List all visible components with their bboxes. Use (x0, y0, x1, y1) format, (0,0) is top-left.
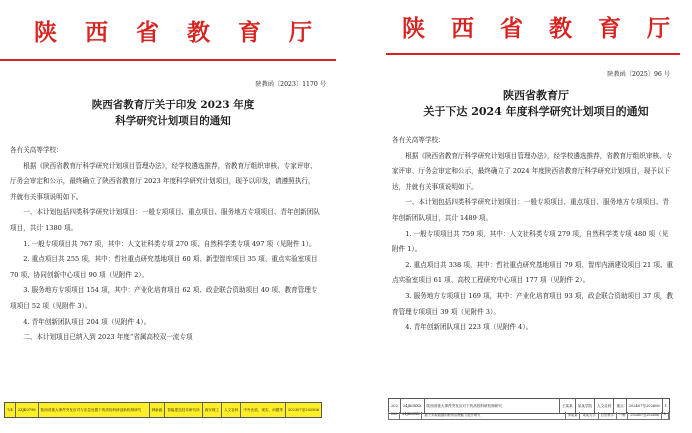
table-cell: 一般 (617, 412, 629, 419)
left-paragraph: 2. 重点项目共 255 项，其中：哲社重点研究基地项目 60 项、新型智库项目 35 项、重点实验室项目 70 项、协同创新中心项目 90 项（见附件 2）。 (10, 255, 318, 279)
table-cell: 1 (662, 412, 669, 419)
table-cell: 韩新毅 (150, 403, 166, 417)
table-cell: 202407至202606 (627, 399, 663, 413)
table-cell: 某某学院 (576, 399, 595, 413)
right-red-rule (386, 53, 680, 55)
table-cell: 1 (664, 403, 667, 408)
table-cell: 西安理工 (203, 403, 222, 417)
left-notice-title (0, 98, 346, 129)
right-paragraph: 1. 一般专项项目共 759 项，其中：人文社科类专项 279 项，自然科学类专项 480 项（见附件 1）。 (392, 229, 669, 254)
right-paragraph: 根据《陕西省教育厅科学研究计划项目管理办法》，经学校遴选推荐，省教育厅组织审核、专家评审、厅务会审定和公示，最终确立了 2024 年度陕西省教育厅科学研究计划项目，现予以下达，并就有关事项说明如下。 (392, 151, 673, 191)
left-paragraph: 3. 服务地方专项项目 154 项，其中：产业化培育项目 62 项、政企联合资助项目 40 项、教育管理专项项目 52 项（见附件 3）。 (10, 286, 318, 310)
table-cell: 202407至202606 (628, 412, 661, 419)
left-doc-header: 陕 西 省 教 育 厅 (33, 19, 313, 46)
left-paragraph: 4. 青年创新团队项目 204 项（见附件 4）。 (23, 317, 151, 326)
table-cell: 7/4 (5, 403, 16, 417)
right-doc-header: 陕 西 省 教 育 厅 (401, 15, 671, 42)
left-salutation: 各有关高等学校： (10, 146, 63, 154)
table-cell: 203 (389, 412, 400, 419)
right-title-line-2: 关于下达 2024 年度科学研究计划项目的通知 (423, 104, 649, 118)
left-paragraph: 根据《陕西省教育厅科学研究计划项目管理办法》，经学校遴选推荐，省教育厅组织审核、专家评审、厅务会审定和公示，最终确立了陕西省教育厅 2023 年度科学研究计划项目，现予以印发，请遵照执行，并就有关事项说明如下。 (10, 161, 317, 201)
left-title-line-2: 科学研究计划项目的通知 (115, 114, 231, 127)
table-cell: 202 (389, 399, 401, 413)
left-title-line-1: 陕西省教育厅关于印发 2023 年度 (91, 99, 255, 111)
right-body (380, 133, 692, 336)
table-cell: 24JK0XXX (401, 399, 425, 413)
table-cell: 某某大学 (580, 412, 598, 419)
right-notice-title (380, 88, 692, 119)
left-paragraph: 一、本计划包括四类科学研究计划项目：一般专项项目、重点项目、服务地方专项项目、青年创新团队项目，共计 1380 项。 (10, 208, 320, 232)
table-cell: 陕西省重大事件突发应对与应急处置下的高校科研创新机制研究 (39, 403, 150, 417)
table-cell: 陕西省重大事件突发应对下的高校科研机制研究 (425, 399, 560, 413)
right-salutation: 各有关高等学校： (392, 136, 445, 144)
table-cell: 自然科学 (599, 412, 617, 419)
right-table-row (388, 412, 670, 420)
left-highlighted-table-row (4, 402, 322, 418)
right-paragraph: 3. 服务地方专项项目 169 项，其中：产业化培育项目 93 项，政企联合资助项目 37 项，教育管理专项项目 39 项（见附件 3）。 (392, 291, 674, 316)
table-cell: 人文社科 (222, 403, 241, 417)
left-paragraph: 二、本计划项目已纳入到 2023 年度“省属高校双一流专项 (23, 333, 193, 342)
table-cell: 23JK0798 (16, 403, 39, 417)
table-cell: 重点 (614, 399, 626, 413)
left-paragraph: 1. 一般专项项目共 767 项，其中：人文社科类专项 270 项、自然科学类专项 497 项（见附件 1）。 (23, 239, 316, 248)
table-cell: 24JK0XXX (400, 412, 422, 419)
left-doc-number: 陕教函〔2023〕1170 号 (255, 81, 326, 88)
table-cell: 人文社科 (595, 399, 614, 413)
left-body (0, 143, 346, 346)
table-cell: 王某某 (560, 399, 576, 413)
right-paragraph: 4. 青年创新团队项目 223 项（见附件 4）。 (405, 323, 533, 332)
table-cell: 202307至202506 (287, 407, 319, 412)
right-title-line-1: 陕西省教育厅 (503, 89, 569, 102)
table-cell: 基于多源数据的教育治理能力提升研究 (422, 412, 565, 419)
table-cell: 李某某 (566, 412, 581, 419)
left-red-rule (0, 59, 336, 61)
right-doc-number: 陕教函〔2025〕96 号 (607, 71, 670, 78)
right-paragraph: 2. 重点项目共 338 项，其中：哲社重点研究基地项目 79 项、智库内涵建设项目 21 项、重点实验室项目 61 项、高校工程研究中心项目 177 项（见附件 2）。 (392, 260, 674, 285)
right-paragraph: 一、本计划包括四类科学研究计划项目：一般专项项目、重点项目、服务地方专项项目、青年创新团队项目，共计 1489 项。 (392, 198, 669, 222)
right-document (380, 0, 692, 433)
table-cell: 智能建造技术研究所 (165, 403, 202, 417)
table-cell: 中外比较、现实、问题等 (241, 403, 286, 417)
